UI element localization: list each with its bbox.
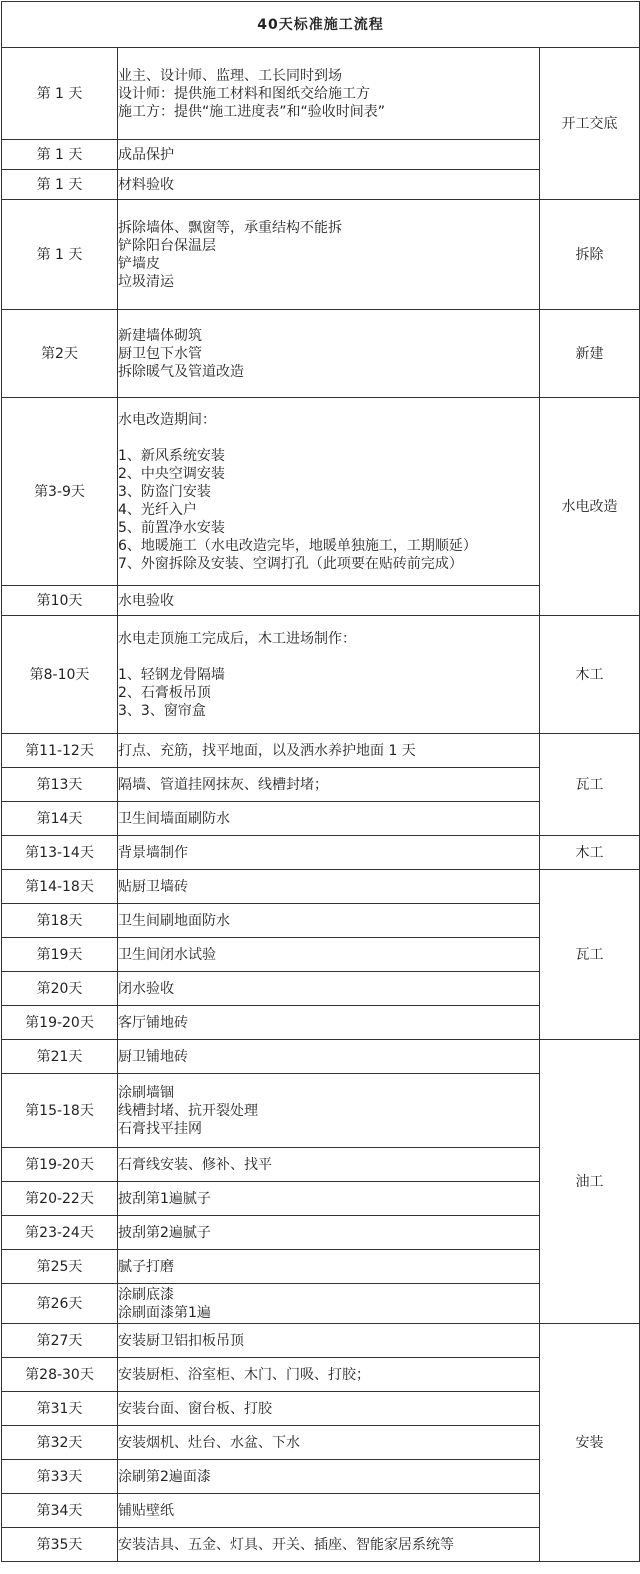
day-cell: 第19-20天	[2, 1006, 118, 1040]
task-line: 水电走顶施工完成后，木工进场制作：	[118, 630, 356, 647]
task-line: 披刮第1遍腻子	[118, 1190, 211, 1207]
task-cell	[118, 938, 540, 972]
task-line: 铺贴壁纸	[118, 1502, 174, 1519]
task-cell	[118, 1216, 540, 1250]
task-line: 隔墙、管道挂网抹灰、线槽封堵；	[118, 776, 328, 793]
day-cell: 第23-24天	[2, 1216, 118, 1250]
task-cell	[118, 200, 540, 310]
task-cell	[118, 310, 540, 398]
task-line: 材料验收	[118, 176, 174, 193]
table-row	[2, 1324, 640, 1358]
day-cell: 第33天	[2, 1460, 118, 1494]
day-cell: 第2天	[2, 310, 118, 398]
day-cell: 第20-22天	[2, 1182, 118, 1216]
task-line: 业主、设计师、监理、工长同时到场	[118, 67, 342, 84]
table-row	[2, 734, 640, 768]
task-cell	[118, 1324, 540, 1358]
day-cell: 第27天	[2, 1324, 118, 1358]
task-line: 安装烟机、灶台、水盆、下水	[118, 1434, 300, 1451]
schedule-body	[2, 48, 640, 1562]
phase-cell: 木工	[540, 616, 640, 734]
task-line: 垃圾清运	[118, 273, 174, 290]
task-line	[118, 648, 539, 666]
task-cell	[118, 1284, 540, 1324]
task-line: 3、防盗门安装	[118, 483, 211, 500]
task-line: 铲墙皮	[118, 255, 160, 272]
task-line: 闭水验收	[118, 980, 174, 997]
task-line: 背景墙制作	[118, 844, 188, 861]
task-line: 水电改造期间：	[118, 411, 216, 428]
task-line: 涂刷第2遍面漆	[118, 1468, 211, 1485]
task-cell	[118, 870, 540, 904]
day-cell: 第14天	[2, 802, 118, 836]
day-cell: 第32天	[2, 1426, 118, 1460]
day-cell: 第28-30天	[2, 1358, 118, 1392]
task-line: 安装厨柜、浴室柜、木门、门吸、打胶；	[118, 1366, 370, 1383]
task-cell	[118, 768, 540, 802]
day-cell: 第 1 天	[2, 200, 118, 310]
day-cell: 第13-14天	[2, 836, 118, 870]
task-line: 客厅铺地砖	[118, 1014, 188, 1031]
day-cell: 第34天	[2, 1494, 118, 1528]
phase-cell: 水电改造	[540, 398, 640, 616]
task-line: 1、新风系统安装	[118, 447, 225, 464]
table-row	[2, 200, 640, 310]
task-cell	[118, 1040, 540, 1074]
task-line: 5、前置净水安装	[118, 519, 225, 536]
table-row	[2, 310, 640, 398]
phase-cell: 油工	[540, 1040, 640, 1324]
day-cell: 第25天	[2, 1250, 118, 1284]
task-line: 6、地暖施工（水电改造完毕，地暖单独施工，工期顺延）	[118, 537, 477, 554]
task-line: 安装台面、窗台板、打胶	[118, 1400, 272, 1417]
task-line: 厨卫铺地砖	[118, 1048, 188, 1065]
task-cell	[118, 586, 540, 616]
day-cell: 第35天	[2, 1528, 118, 1562]
phase-cell: 瓦工	[540, 870, 640, 1040]
table-row	[2, 48, 640, 140]
day-cell: 第10天	[2, 586, 118, 616]
day-cell: 第21天	[2, 1040, 118, 1074]
task-line: 3、3、窗帘盒	[118, 702, 206, 719]
phase-cell: 拆除	[540, 200, 640, 310]
task-line: 安装洁具、五金、灯具、开关、插座、智能家居系统等	[118, 1536, 454, 1553]
task-line: 打点、充筋，找平地面，以及洒水养护地面 1 天	[118, 742, 416, 759]
table-row	[2, 836, 640, 870]
task-line: 2、中央空调安装	[118, 465, 225, 482]
day-cell: 第13天	[2, 768, 118, 802]
task-line: 涂刷墙锢	[118, 1084, 174, 1101]
task-line: 披刮第2遍腻子	[118, 1224, 211, 1241]
task-line: 水电验收	[118, 592, 174, 609]
task-line: 卫生间墙面刷防水	[118, 810, 230, 827]
task-cell	[118, 1460, 540, 1494]
task-cell	[118, 1250, 540, 1284]
task-line: 成品保护	[118, 146, 174, 163]
day-cell: 第8-10天	[2, 616, 118, 734]
task-cell	[118, 734, 540, 768]
task-line: 线槽封堵、抗开裂处理	[118, 1102, 258, 1119]
task-cell	[118, 802, 540, 836]
task-line: 1、轻钢龙骨隔墙	[118, 666, 225, 683]
day-cell: 第31天	[2, 1392, 118, 1426]
task-cell	[118, 1426, 540, 1460]
task-cell	[118, 972, 540, 1006]
task-cell	[118, 170, 540, 200]
task-cell	[118, 1528, 540, 1562]
task-line: 7、外窗拆除及安装、空调打孔（此项要在贴砖前完成）	[118, 555, 463, 572]
task-cell	[118, 1006, 540, 1040]
phase-cell: 新建	[540, 310, 640, 398]
task-cell	[118, 1392, 540, 1426]
task-line: 拆除墙体、飘窗等，承重结构不能拆	[118, 219, 342, 236]
day-cell: 第20天	[2, 972, 118, 1006]
task-line: 卫生间闭水试验	[118, 946, 216, 963]
task-line: 卫生间刷地面防水	[118, 912, 230, 929]
task-line: 4、光纤入户	[118, 501, 197, 518]
task-line: 新建墙体砌筑	[118, 327, 202, 344]
table-row	[2, 616, 640, 734]
construction-schedule-table	[1, 1, 640, 1562]
day-cell: 第15-18天	[2, 1074, 118, 1148]
day-cell: 第 1 天	[2, 170, 118, 200]
task-cell	[118, 836, 540, 870]
day-cell: 第26天	[2, 1284, 118, 1324]
schedule-title: 40天标准施工流程	[2, 2, 640, 48]
task-line: 涂刷面漆第1遍	[118, 1304, 211, 1321]
table-row	[2, 1040, 640, 1074]
task-cell	[118, 1074, 540, 1148]
task-line: 拆除暖气及管道改造	[118, 363, 244, 380]
day-cell: 第14-18天	[2, 870, 118, 904]
task-line: 腻子打磨	[118, 1258, 174, 1275]
task-cell	[118, 48, 540, 140]
day-cell: 第19-20天	[2, 1148, 118, 1182]
task-line	[118, 429, 539, 447]
day-cell: 第19天	[2, 938, 118, 972]
task-line: 厨卫包下水管	[118, 345, 202, 362]
task-cell	[118, 616, 540, 734]
day-cell: 第18天	[2, 904, 118, 938]
phase-cell: 瓦工	[540, 734, 640, 836]
task-cell	[118, 1358, 540, 1392]
table-row	[2, 870, 640, 904]
task-line: 贴厨卫墙砖	[118, 878, 188, 895]
day-cell: 第3-9天	[2, 398, 118, 586]
task-cell	[118, 1494, 540, 1528]
task-cell	[118, 1148, 540, 1182]
task-cell	[118, 140, 540, 170]
task-line: 涂刷底漆	[118, 1286, 174, 1303]
task-line: 安装厨卫铝扣板吊顶	[118, 1332, 244, 1349]
task-line: 2、石膏板吊顶	[118, 684, 211, 701]
phase-cell: 木工	[540, 836, 640, 870]
task-cell	[118, 1182, 540, 1216]
task-cell	[118, 904, 540, 938]
task-line: 石膏线安装、修补、找平	[118, 1156, 272, 1173]
phase-cell: 安装	[540, 1324, 640, 1562]
task-line: 铲除阳台保温层	[118, 237, 216, 254]
day-cell: 第 1 天	[2, 140, 118, 170]
day-cell: 第11-12天	[2, 734, 118, 768]
task-cell	[118, 398, 540, 586]
task-line: 施工方：提供“施工进度表”和“验收时间表”	[118, 103, 386, 120]
phase-cell: 开工交底	[540, 48, 640, 200]
day-cell: 第 1 天	[2, 48, 118, 140]
task-line: 石膏找平挂网	[118, 1120, 202, 1137]
table-row	[2, 398, 640, 586]
task-line: 设计师：提供施工材料和图纸交给施工方	[118, 85, 370, 102]
